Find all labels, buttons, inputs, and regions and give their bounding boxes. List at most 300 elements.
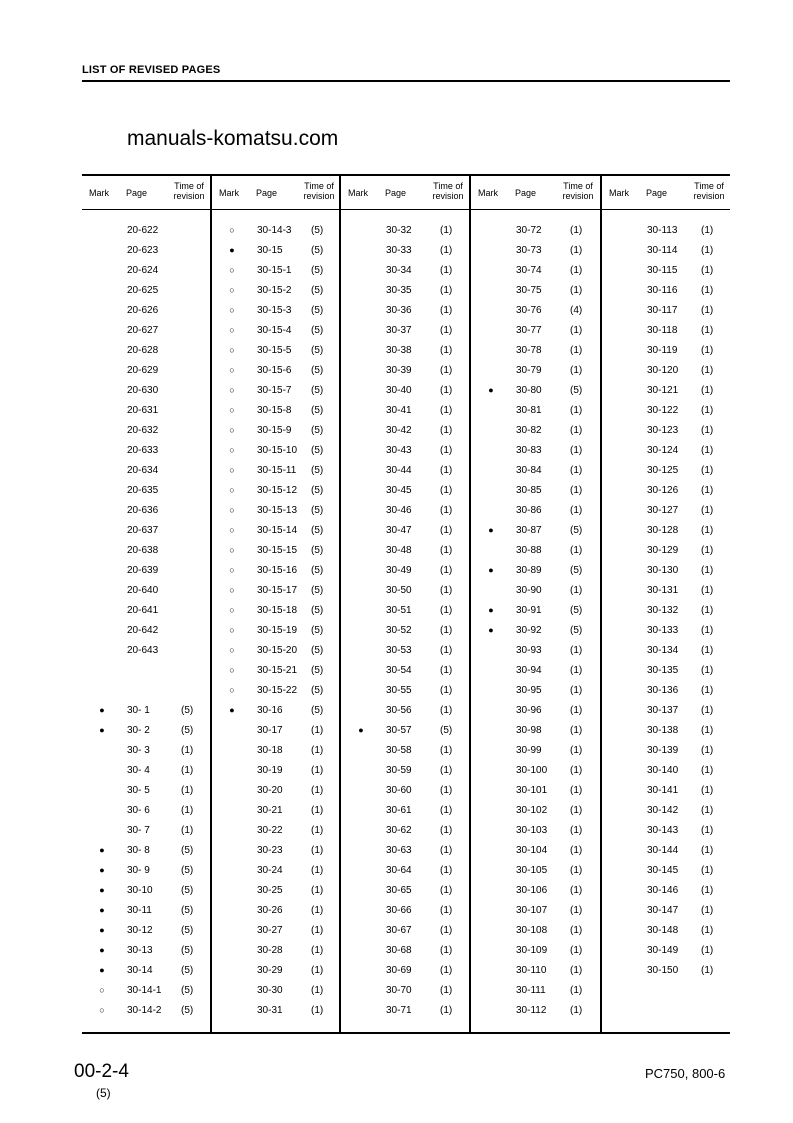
- table-row: [82, 622, 212, 642]
- page-number-cell: 30-12: [127, 925, 153, 936]
- revision-cell: (1): [570, 965, 583, 976]
- table-row: [82, 282, 212, 302]
- revision-cell: (1): [701, 685, 714, 696]
- page-number-cell: 30-38: [386, 345, 412, 356]
- table-row: [471, 842, 601, 862]
- page-number-cell: 30-41: [386, 405, 412, 416]
- table-row: [212, 962, 342, 982]
- mark-symbol: ●: [229, 245, 235, 255]
- table-row: [341, 382, 471, 402]
- page-number-cell: 30-99: [516, 745, 542, 756]
- page-number-cell: 30- 3: [127, 745, 150, 756]
- page-number-cell: 30-140: [647, 765, 679, 776]
- page-number-cell: 20-631: [127, 405, 159, 416]
- table-row: [471, 442, 601, 462]
- table-row: [212, 742, 342, 762]
- table-row: [341, 742, 471, 762]
- mark-symbol: ○: [229, 285, 235, 295]
- table-row: [82, 922, 212, 942]
- table-row: [212, 242, 342, 262]
- mark-symbol: ○: [99, 985, 105, 995]
- mark-symbol: ●: [99, 845, 105, 855]
- page-number-cell: 30-61: [386, 805, 412, 816]
- page-revision: (5): [96, 1086, 111, 1100]
- revision-cell: (1): [701, 605, 714, 616]
- page-number: 00-2-4: [74, 1061, 129, 1082]
- page-number-cell: 30-15-19: [257, 625, 298, 636]
- revision-cell: (5): [311, 685, 324, 696]
- table-row: [341, 502, 471, 522]
- revision-cell: (1): [311, 1005, 324, 1016]
- revision-cell: (5): [311, 305, 324, 316]
- revision-cell: (1): [440, 705, 453, 716]
- page-number-cell: 30-18: [257, 745, 283, 756]
- mark-symbol: ●: [99, 705, 105, 715]
- page-number-cell: 30-145: [647, 865, 679, 876]
- page-number-cell: 30-17: [257, 725, 283, 736]
- page-number-cell: 30-13: [127, 945, 153, 956]
- page-number-cell: 30-122: [647, 405, 679, 416]
- revision-cell: (1): [570, 845, 583, 856]
- page-number-cell: 20-630: [127, 385, 159, 396]
- header-page: Page: [515, 188, 537, 198]
- table-row: [602, 882, 732, 902]
- revision-cell: (1): [440, 445, 453, 456]
- revision-cell: (1): [440, 365, 453, 376]
- revision-cell: (5): [311, 245, 324, 256]
- mark-symbol: ○: [229, 425, 235, 435]
- page-number-cell: 30-44: [386, 465, 412, 476]
- page-number-cell: 30-83: [516, 445, 542, 456]
- revision-cell: (1): [181, 785, 194, 796]
- table-row: [82, 822, 212, 842]
- revision-cell: (5): [181, 905, 194, 916]
- table-row: [82, 522, 212, 542]
- table-row: [212, 462, 342, 482]
- page-number-cell: 30- 1: [127, 705, 150, 716]
- revision-cell: (5): [181, 845, 194, 856]
- revision-cell: (1): [701, 545, 714, 556]
- page-number-cell: 30-15-12: [257, 485, 298, 496]
- table-row: [82, 682, 212, 702]
- table-row: [602, 682, 732, 702]
- revision-cell: (1): [440, 905, 453, 916]
- table-row: [471, 402, 601, 422]
- revision-cell: (1): [440, 845, 453, 856]
- table-row: [341, 862, 471, 882]
- mark-symbol: ○: [229, 365, 235, 375]
- table-row: [471, 582, 601, 602]
- revised-pages-table: [82, 174, 730, 1034]
- revision-cell: (1): [701, 665, 714, 676]
- revision-cell: (5): [181, 945, 194, 956]
- table-row: [341, 822, 471, 842]
- revision-cell: (1): [440, 785, 453, 796]
- revision-cell: (1): [701, 865, 714, 876]
- page-number-cell: 30- 4: [127, 765, 150, 776]
- page-number-cell: 30- 5: [127, 785, 150, 796]
- revision-cell: (1): [570, 265, 583, 276]
- table-row: [471, 222, 601, 242]
- revision-cell: (1): [440, 385, 453, 396]
- mark-symbol: ○: [229, 405, 235, 415]
- page-number-cell: 30-11: [127, 905, 152, 916]
- page-number-cell: 30-70: [386, 985, 412, 996]
- table-row: [341, 482, 471, 502]
- table-row: [341, 522, 471, 542]
- page-number-cell: 30-132: [647, 605, 679, 616]
- revision-cell: (1): [311, 845, 324, 856]
- header-time-of-revision: Time of revision: [432, 181, 464, 201]
- table-row: [471, 942, 601, 962]
- revision-cell: (1): [701, 845, 714, 856]
- revision-cell: (1): [701, 485, 714, 496]
- revision-cell: (1): [440, 1005, 453, 1016]
- page-number-cell: 20-632: [127, 425, 159, 436]
- revision-cell: (1): [181, 825, 194, 836]
- revision-cell: (5): [181, 865, 194, 876]
- revision-cell: (1): [570, 745, 583, 756]
- header-mark: Mark: [219, 188, 239, 198]
- revision-cell: (1): [570, 505, 583, 516]
- mark-symbol: ●: [99, 885, 105, 895]
- page-number-cell: 30-129: [647, 545, 679, 556]
- table-row: [602, 382, 732, 402]
- page-number-cell: 30-14-1: [127, 985, 162, 996]
- revision-cell: (5): [181, 885, 194, 896]
- table-row: [82, 502, 212, 522]
- revision-cell: (1): [701, 225, 714, 236]
- revision-cell: (1): [181, 745, 194, 756]
- mark-symbol: ○: [229, 565, 235, 575]
- table-row: [602, 902, 732, 922]
- table-row: [471, 782, 601, 802]
- page-number-cell: 30-15-16: [257, 565, 298, 576]
- table-row: [212, 522, 342, 542]
- table-row: [602, 482, 732, 502]
- revision-cell: (5): [181, 965, 194, 976]
- table-row: [82, 382, 212, 402]
- table-row: [341, 682, 471, 702]
- revision-cell: (5): [311, 285, 324, 296]
- revision-cell: (1): [440, 285, 453, 296]
- table-row: [602, 962, 732, 982]
- page-number-cell: 30-57: [386, 725, 412, 736]
- table-row: [341, 262, 471, 282]
- page-number-cell: 30-93: [516, 645, 542, 656]
- page-number-cell: 30-35: [386, 285, 412, 296]
- table-row: [341, 1002, 471, 1022]
- table-row: [82, 842, 212, 862]
- revision-cell: (1): [570, 445, 583, 456]
- page-number-cell: 30-64: [386, 865, 412, 876]
- mark-symbol: ○: [229, 605, 235, 615]
- mark-symbol: ○: [229, 625, 235, 635]
- revision-cell: (1): [701, 565, 714, 576]
- header-page: Page: [256, 188, 278, 198]
- revision-cell: (1): [570, 585, 583, 596]
- revision-cell: (1): [701, 745, 714, 756]
- mark-symbol: ○: [229, 305, 235, 315]
- table-row: [212, 1002, 342, 1022]
- revision-cell: (1): [570, 645, 583, 656]
- table-row: [602, 502, 732, 522]
- revision-cell: (5): [311, 485, 324, 496]
- mark-symbol: ○: [229, 585, 235, 595]
- table-row: [212, 802, 342, 822]
- revision-cell: (1): [440, 605, 453, 616]
- table-column-group: [471, 176, 601, 1032]
- table-row: [471, 982, 601, 1002]
- mark-symbol: ●: [99, 925, 105, 935]
- page-number-cell: 20-635: [127, 485, 159, 496]
- table-row: [82, 802, 212, 822]
- revision-cell: (1): [440, 585, 453, 596]
- machine-model: PC750, 800-6: [645, 1066, 726, 1081]
- page-number-cell: 30-106: [516, 885, 548, 896]
- table-row: [82, 242, 212, 262]
- table-row: [82, 322, 212, 342]
- revision-cell: (5): [311, 345, 324, 356]
- revision-cell: (1): [570, 985, 583, 996]
- revision-cell: (1): [701, 525, 714, 536]
- revision-cell: (1): [440, 925, 453, 936]
- table-row: [471, 362, 601, 382]
- table-row: [212, 422, 342, 442]
- page-number-cell: 30-62: [386, 825, 412, 836]
- table-row: [341, 702, 471, 722]
- revision-cell: (5): [570, 385, 583, 396]
- page-number-cell: 30-148: [647, 925, 679, 936]
- page-number-cell: 30-59: [386, 765, 412, 776]
- page-number-cell: 30- 6: [127, 805, 150, 816]
- page-number-cell: 30-127: [647, 505, 679, 516]
- page-number-cell: 30-52: [386, 625, 412, 636]
- revision-cell: (1): [570, 405, 583, 416]
- table-row: [471, 722, 601, 742]
- table-row: [212, 842, 342, 862]
- table-row: [341, 902, 471, 922]
- table-row: [341, 582, 471, 602]
- revision-cell: (1): [701, 625, 714, 636]
- table-row: [212, 882, 342, 902]
- revision-cell: (1): [181, 765, 194, 776]
- table-row: [341, 962, 471, 982]
- page-number-cell: 30-125: [647, 465, 679, 476]
- page-number-cell: 30-37: [386, 325, 412, 336]
- revision-cell: (1): [440, 745, 453, 756]
- page-number-cell: 20-637: [127, 525, 159, 536]
- page-number-cell: 20-627: [127, 325, 159, 336]
- page-number-cell: 30-82: [516, 425, 542, 436]
- table-row: [212, 682, 342, 702]
- page-number-cell: 30-43: [386, 445, 412, 456]
- table-row: [341, 942, 471, 962]
- page-number-cell: 30-65: [386, 885, 412, 896]
- table-row: [471, 742, 601, 762]
- revision-cell: (1): [311, 765, 324, 776]
- revision-cell: (1): [570, 865, 583, 876]
- revision-cell: (5): [311, 425, 324, 436]
- table-row: [82, 662, 212, 682]
- page-header-title: LIST OF REVISED PAGES: [82, 64, 221, 76]
- revision-cell: (1): [440, 505, 453, 516]
- revision-cell: (1): [311, 945, 324, 956]
- revision-cell: (1): [570, 785, 583, 796]
- revision-cell: (1): [701, 265, 714, 276]
- table-row: [212, 402, 342, 422]
- revision-cell: (1): [440, 405, 453, 416]
- table-row: [212, 262, 342, 282]
- table-row: [341, 642, 471, 662]
- revision-cell: (5): [181, 705, 194, 716]
- revision-cell: (5): [311, 665, 324, 676]
- header-time-of-revision: Time of revision: [303, 181, 335, 201]
- header-mark: Mark: [609, 188, 629, 198]
- page-number-cell: 30-23: [257, 845, 283, 856]
- table-row: [212, 562, 342, 582]
- page-number-cell: 30-68: [386, 945, 412, 956]
- page-number-cell: 30-75: [516, 285, 542, 296]
- table-row: [212, 942, 342, 962]
- revision-cell: (1): [701, 925, 714, 936]
- table-row: [471, 962, 601, 982]
- table-row: [212, 582, 342, 602]
- mark-symbol: ○: [229, 685, 235, 695]
- page-number-cell: 30-81: [516, 405, 542, 416]
- table-row: [82, 342, 212, 362]
- revision-cell: (1): [181, 805, 194, 816]
- page-number-cell: 30-146: [647, 885, 679, 896]
- table-row: [82, 642, 212, 662]
- page-number-cell: 30-72: [516, 225, 542, 236]
- revision-cell: (1): [440, 245, 453, 256]
- table-row: [471, 342, 601, 362]
- table-row: [82, 302, 212, 322]
- page-number-cell: 30-114: [647, 245, 678, 256]
- revision-cell: (5): [311, 505, 324, 516]
- page-number-cell: 30-149: [647, 945, 679, 956]
- page-number-cell: 30-15: [257, 245, 283, 256]
- page-number-cell: 30-73: [516, 245, 542, 256]
- table-row: [82, 222, 212, 242]
- page-number-cell: 30-14-3: [257, 225, 292, 236]
- page-number-cell: 30-80: [516, 385, 542, 396]
- table-row: [212, 662, 342, 682]
- page-number-cell: 30-144: [647, 845, 679, 856]
- table-row: [602, 422, 732, 442]
- table-row: [341, 362, 471, 382]
- revision-cell: (5): [570, 565, 583, 576]
- mark-symbol: ○: [229, 265, 235, 275]
- mark-symbol: ●: [99, 725, 105, 735]
- table-row: [212, 762, 342, 782]
- page-number-cell: 30-15-15: [257, 545, 298, 556]
- page-number-cell: 30-74: [516, 265, 542, 276]
- revision-cell: (1): [440, 885, 453, 896]
- table-row: [82, 362, 212, 382]
- page-number-cell: 30- 2: [127, 725, 150, 736]
- revision-cell: (5): [311, 385, 324, 396]
- page-number-cell: 30-15-20: [257, 645, 298, 656]
- table-column-group: [341, 176, 471, 1032]
- revision-cell: (1): [701, 505, 714, 516]
- revision-cell: (5): [311, 445, 324, 456]
- revision-cell: (1): [311, 785, 324, 796]
- page-number-cell: 30-126: [647, 485, 679, 496]
- table-row: [341, 662, 471, 682]
- page-number-cell: 30-105: [516, 865, 548, 876]
- table-row: [82, 582, 212, 602]
- mark-symbol: ●: [488, 385, 494, 395]
- revision-cell: (5): [311, 645, 324, 656]
- page-number-cell: 30-63: [386, 845, 412, 856]
- revision-cell: (1): [440, 865, 453, 876]
- revision-cell: (5): [311, 525, 324, 536]
- header-time-of-revision: Time of revision: [562, 181, 594, 201]
- page-number-cell: 20-641: [127, 605, 159, 616]
- watermark-text: manuals-komatsu.com: [127, 127, 339, 150]
- table-row: [212, 702, 342, 722]
- page-number-cell: 20-624: [127, 265, 159, 276]
- table-row: [341, 442, 471, 462]
- table-row: [602, 222, 732, 242]
- table-row: [212, 382, 342, 402]
- page-number-cell: 30-139: [647, 745, 679, 756]
- revision-cell: (1): [440, 985, 453, 996]
- table-row: [602, 842, 732, 862]
- table-row: [212, 622, 342, 642]
- page-number-cell: 30-85: [516, 485, 542, 496]
- table-row: [602, 822, 732, 842]
- page-number-cell: 20-623: [127, 245, 159, 256]
- table-row: [602, 362, 732, 382]
- table-row: [82, 982, 212, 1002]
- page-number-cell: 30-15-13: [257, 505, 298, 516]
- page-number-cell: 30-141: [647, 785, 679, 796]
- table-row: [341, 282, 471, 302]
- page-number-cell: 30-138: [647, 725, 679, 736]
- page-number-cell: 30-39: [386, 365, 412, 376]
- page-number-cell: 30-88: [516, 545, 542, 556]
- revision-cell: (1): [311, 985, 324, 996]
- page-number-cell: 30-40: [386, 385, 412, 396]
- page-number-cell: 30-101: [516, 785, 548, 796]
- page-number-cell: 30-120: [647, 365, 679, 376]
- revision-cell: (1): [701, 445, 714, 456]
- revision-cell: (5): [181, 925, 194, 936]
- revision-cell: (1): [440, 965, 453, 976]
- page-number-cell: 30-54: [386, 665, 412, 676]
- table-row: [82, 782, 212, 802]
- page-number-cell: 30-79: [516, 365, 542, 376]
- page-number-cell: 30-16: [257, 705, 283, 716]
- table-row: [341, 922, 471, 942]
- table-row: [341, 802, 471, 822]
- table-row: [341, 402, 471, 422]
- table-row: [82, 862, 212, 882]
- page-number-cell: 30-28: [257, 945, 283, 956]
- page-number-cell: 30-135: [647, 665, 679, 676]
- table-row: [471, 662, 601, 682]
- revision-cell: (1): [701, 405, 714, 416]
- page-number-cell: 30-24: [257, 865, 283, 876]
- revision-cell: (1): [440, 945, 453, 956]
- table-row: [212, 362, 342, 382]
- header-page: Page: [385, 188, 407, 198]
- table-row: [471, 262, 601, 282]
- page-number-cell: 30-84: [516, 465, 542, 476]
